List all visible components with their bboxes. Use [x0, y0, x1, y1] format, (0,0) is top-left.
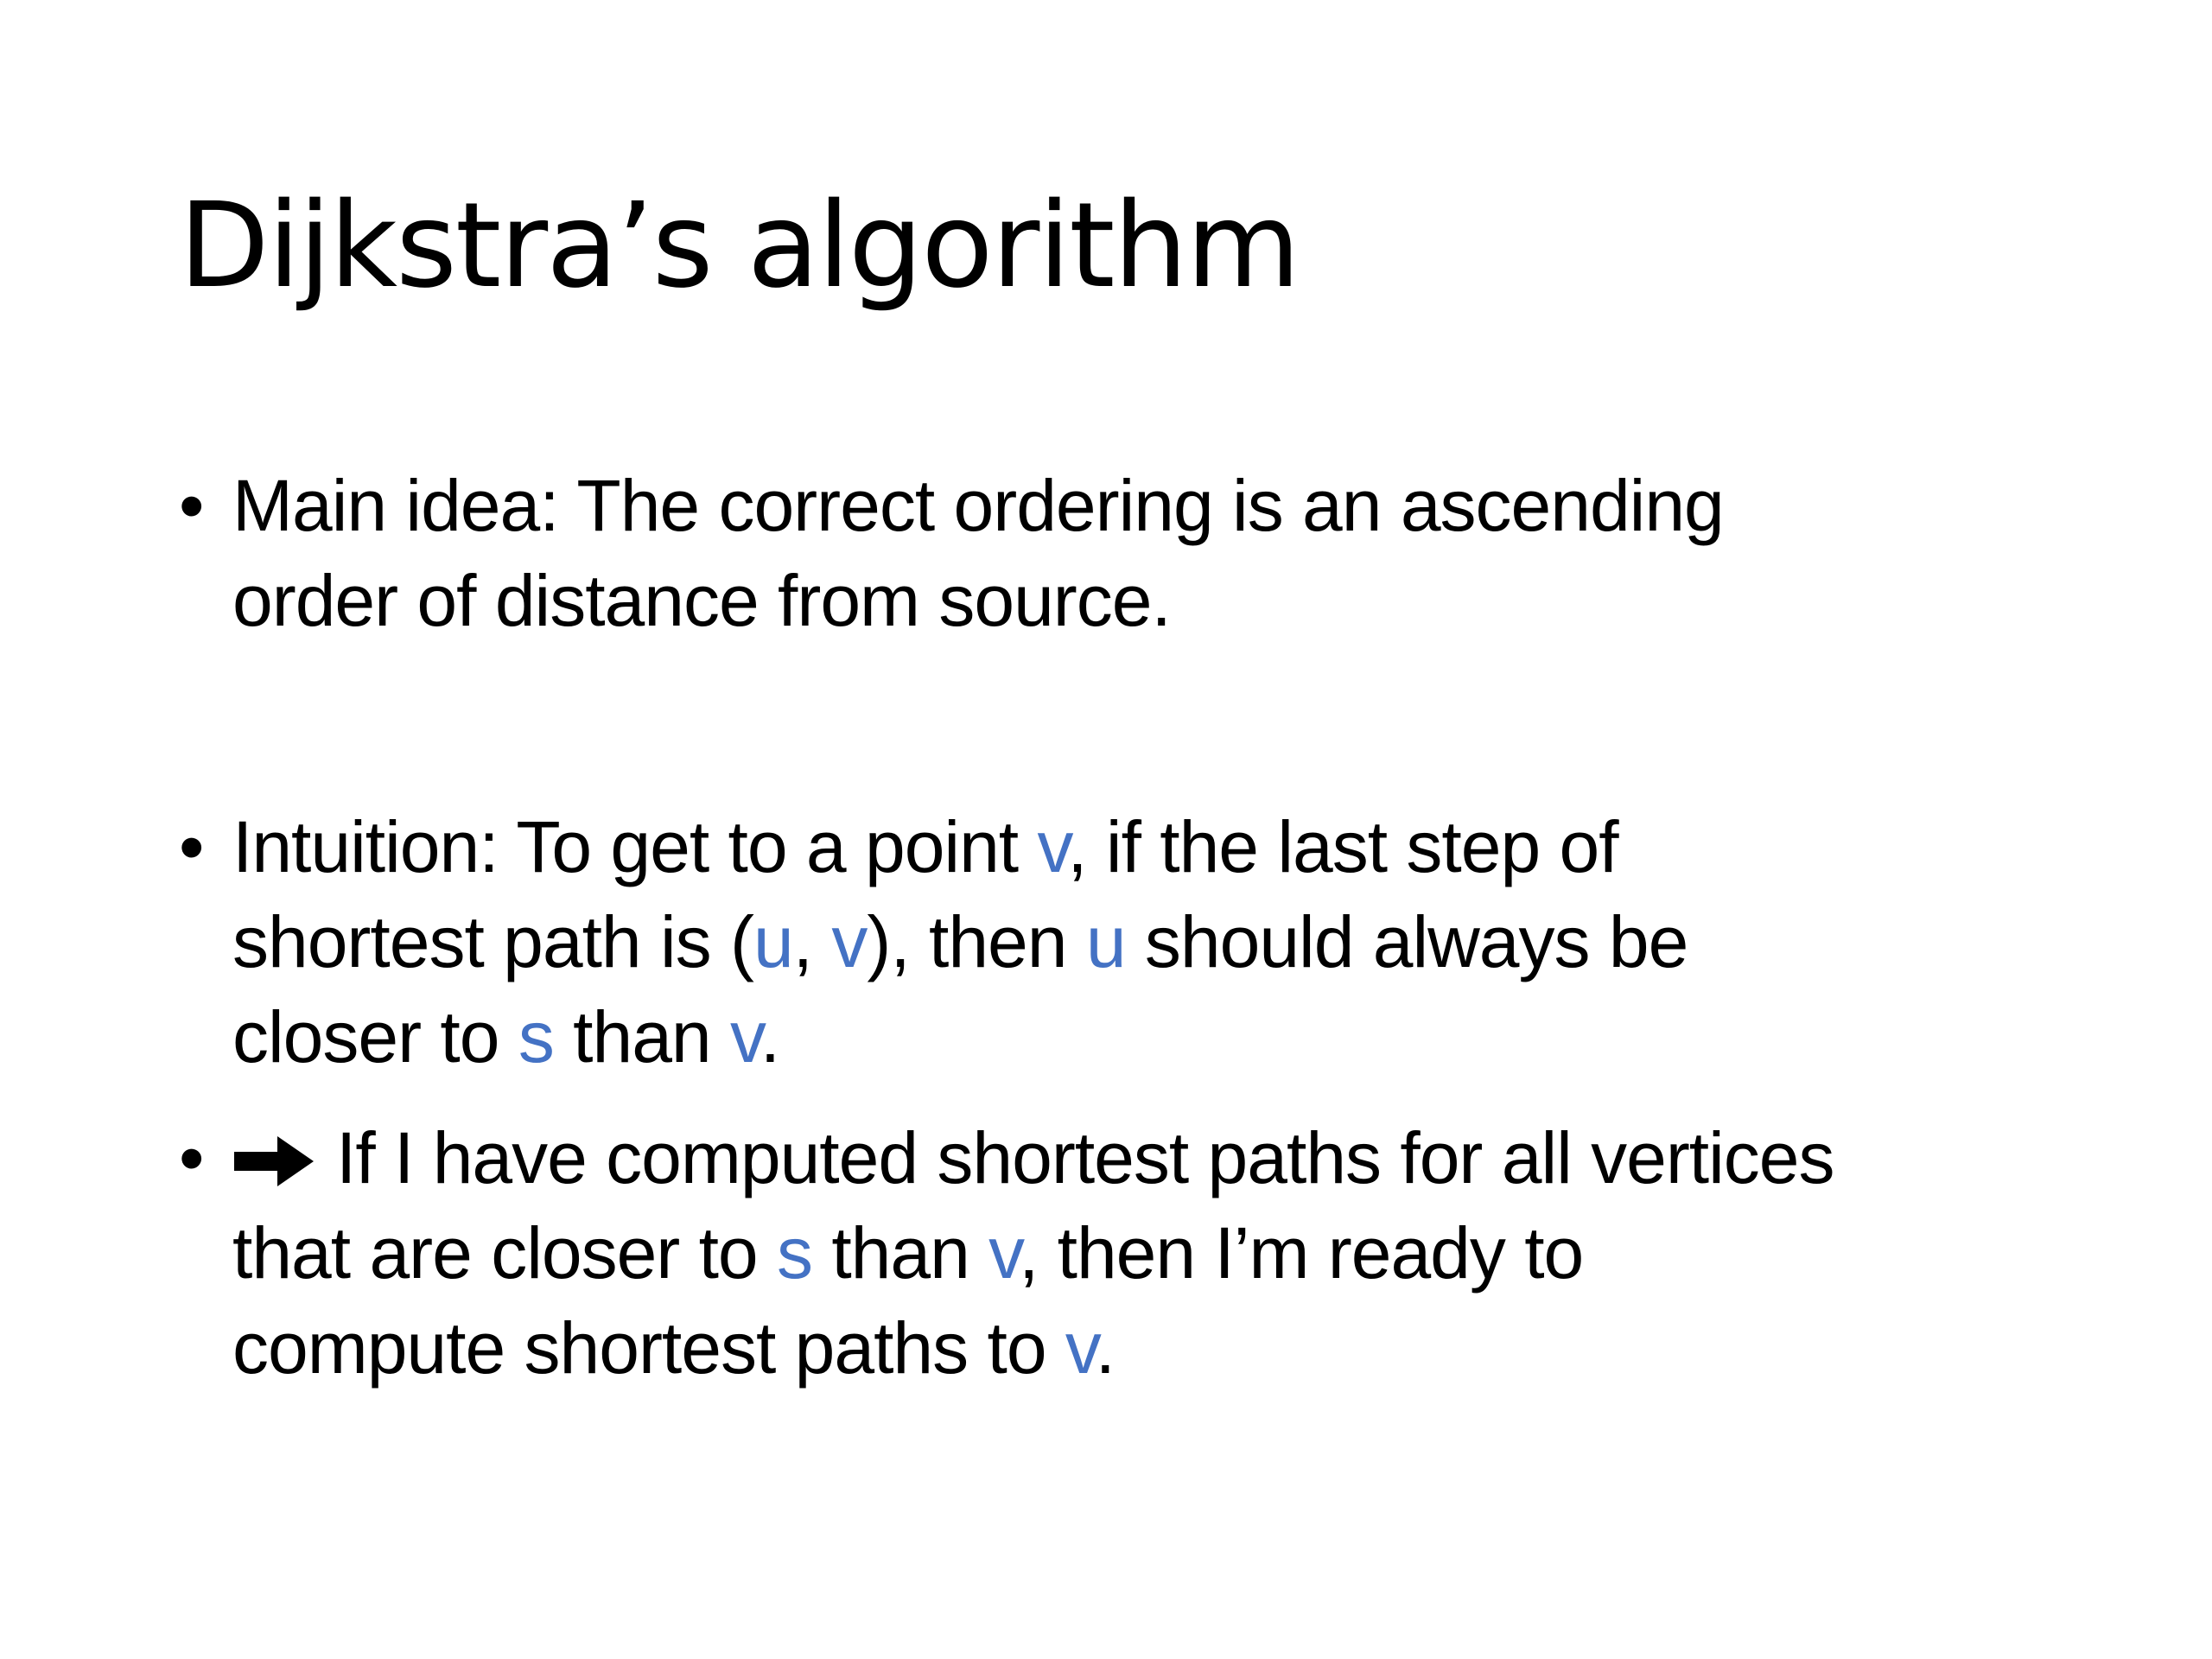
text-segment: should always be [1125, 901, 1688, 982]
variable-v: v [831, 901, 868, 982]
variable-u: u [753, 901, 793, 982]
variable-s: s [518, 996, 554, 1077]
text-segment: , then I’m ready to [1018, 1212, 1584, 1294]
text-segment: , [792, 901, 832, 982]
text-segment: that are closer to [232, 1212, 777, 1294]
bullet-marker: • [179, 1117, 204, 1198]
bullet-text [232, 1110, 2133, 1395]
bullet-line [232, 989, 2133, 1084]
text-segment: Intuition: To get to a point [232, 806, 1038, 887]
bullet-line [232, 553, 2133, 648]
variable-s: s [777, 1212, 812, 1294]
text-segment: . [760, 996, 780, 1077]
bullet-text [232, 458, 2133, 648]
variable-v: v [988, 1212, 1019, 1294]
text-segment: order of distance from source. [232, 560, 1171, 641]
variable-v: v [1065, 1307, 1096, 1389]
variable-v: v [1037, 806, 1068, 887]
text-segment: If I have computed shortest paths for all vertices [336, 1117, 1834, 1198]
text-segment: Main idea: The correct ordering is an ascending [232, 465, 1724, 546]
text-segment: shortest path is ( [232, 901, 753, 982]
bullet-line [232, 894, 2133, 989]
text-segment: . [1095, 1307, 1115, 1389]
slide-title: Dijkstra’s algorithm [179, 178, 1300, 315]
bullet-marker: • [179, 806, 204, 887]
text-segment: than [812, 1212, 989, 1294]
text-segment: compute shortest paths to [232, 1307, 1065, 1389]
variable-u: u [1085, 901, 1126, 982]
bullet-text [232, 799, 2133, 1084]
text-segment: than [553, 996, 730, 1077]
bullet-marker: • [179, 465, 204, 546]
bullet-line [232, 458, 2133, 553]
right-arrow-icon [232, 1135, 315, 1188]
text-segment: closer to [232, 996, 518, 1077]
bullet-line [232, 799, 2133, 894]
bullet-line [232, 1205, 2133, 1300]
bullet-line [232, 1110, 2133, 1205]
text-segment: ), then [867, 901, 1086, 982]
bullet-line [232, 1300, 2133, 1395]
text-segment: , if the last step of [1067, 806, 1618, 887]
variable-v: v [729, 996, 760, 1077]
